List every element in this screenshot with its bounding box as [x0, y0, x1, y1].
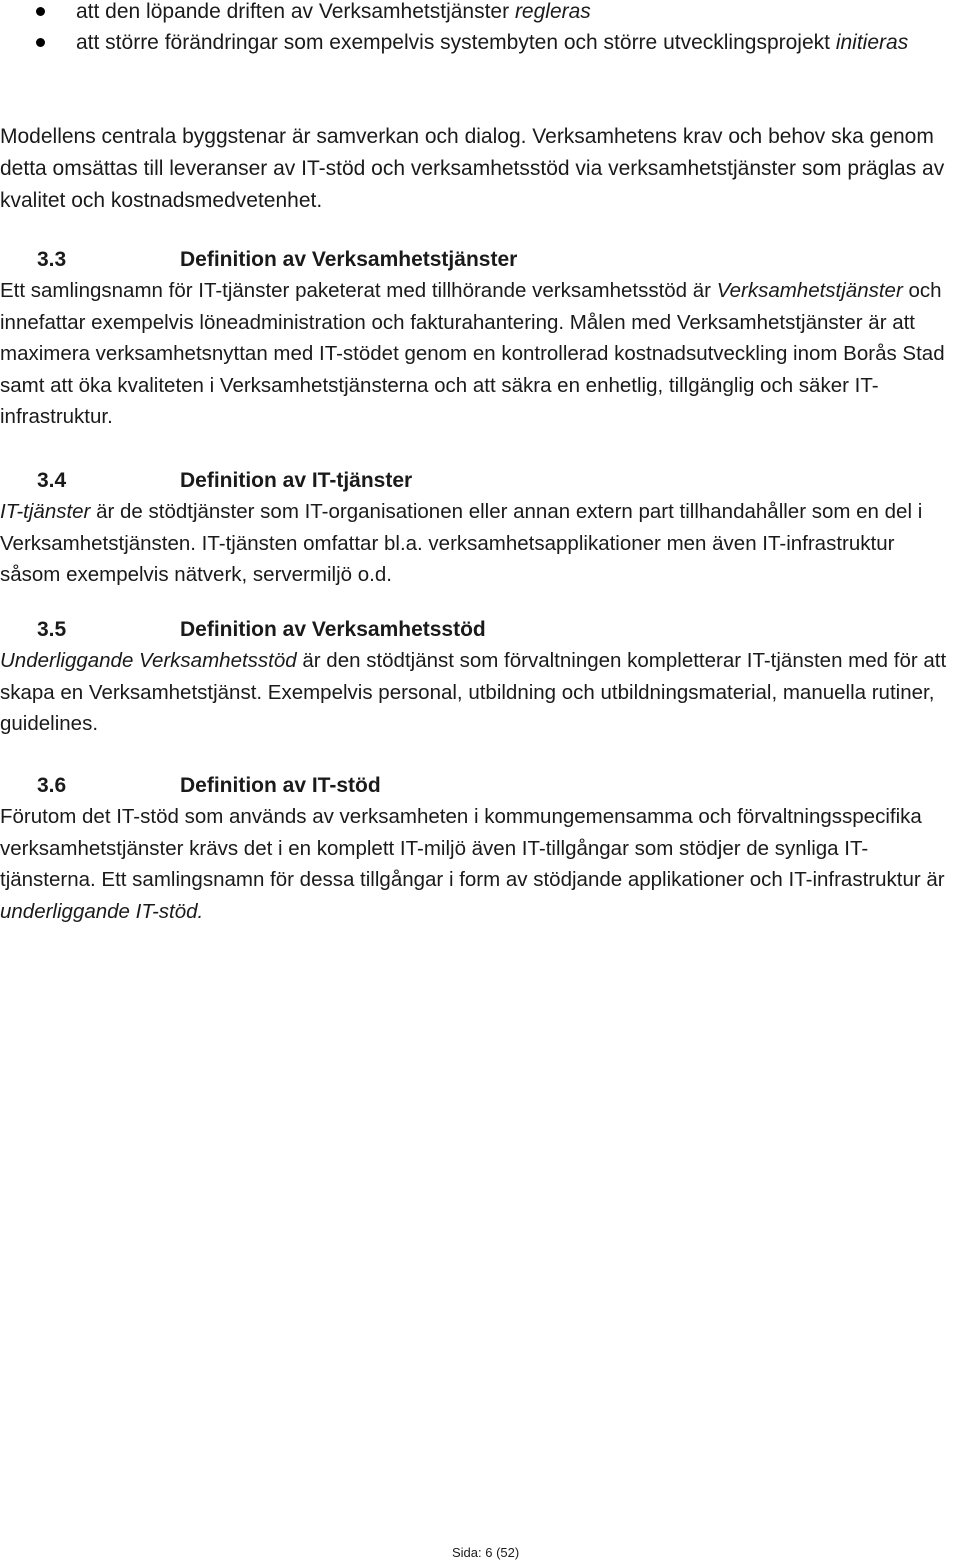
- bullet-dot-icon: [36, 7, 45, 16]
- section-heading: [0, 615, 958, 645]
- section-3-4: [0, 466, 958, 591]
- section-number: 3.4: [37, 469, 67, 492]
- bullet-emphasis: regleras: [514, 0, 591, 23]
- section-number: 3.5: [37, 618, 67, 641]
- bullet-item: [76, 0, 956, 27]
- intro-paragraph: Modellens centrala byggstenar är samverkan och dialog. Verksamhetens krav och behov ska genom detta omsättas till leveranser av IT-stöd och verksamhetsstöd via verksamhetstjänster som präglas av kvalitet och kostnadsmedvetenhet.: [0, 125, 945, 212]
- section-title: Definition av IT-stöd: [180, 774, 381, 797]
- body-text: är de stödtjänster som IT-organisationen eller annan extern part tillhandahåller som en del i Verksamhetstjänsten. IT-tjänsten omfattar bl.a. verksamhetsapplikationer men även IT-infrastruktur såsom exempelvis nätverk, servermiljö o.d.: [0, 500, 923, 586]
- bullet-emphasis: initieras: [835, 31, 909, 54]
- section-body: [0, 645, 958, 740]
- section-number: 3.3: [37, 248, 67, 271]
- section-title: Definition av Verksamhetsstöd: [180, 618, 486, 641]
- section-title: Definition av IT-tjänster: [180, 469, 413, 492]
- section-3-3: [0, 245, 958, 433]
- section-title: Definition av Verksamhetstjänster: [180, 248, 518, 271]
- section-body: [0, 496, 958, 591]
- page-footer: Sida: 6 (52): [452, 1545, 520, 1560]
- section-body: [0, 275, 958, 433]
- body-emphasis: underliggande IT-stöd.: [0, 899, 204, 923]
- section-heading: [0, 466, 958, 496]
- bullet-item: [76, 27, 956, 58]
- body-text: Ett samlingsnamn för IT-tjänster paketerat med tillhörande verksamhetsstöd är: [0, 279, 717, 302]
- section-3-6: [0, 771, 958, 927]
- body-emphasis: IT-tjänster: [0, 500, 91, 523]
- body-emphasis: Verksamhetstjänster: [716, 279, 903, 302]
- section-number: 3.6: [37, 774, 67, 797]
- section-heading: [0, 245, 958, 275]
- body-text: och innefattar exempelvis löneadministration och fakturahantering. Målen med Verksamhetstjänster är att maximera verksamhetsnyttan med IT-stödet genom en kontrollerad kostnadsutveckling inom Borås Stad samt att öka kvaliteten i Verksamhetstjänsterna och att säkra en enhetlig, tillgänglig och säker IT-infrastruktur.: [0, 279, 945, 428]
- bullet-dot-icon: [36, 38, 45, 47]
- body-emphasis: Underliggande Verksamhetsstöd: [0, 649, 297, 672]
- section-body: [0, 801, 958, 927]
- body-text: Förutom det IT-stöd som används av verksamheten i kommungemensamma och förvaltningsspecifika verksamhetstjänster krävs det i en komplett IT-miljö även IT-tillgångar som stödjer de synliga IT-tjänsterna. Ett samlingsnamn för dessa tillgångar i form av stödjande applikationer och IT-infrastruktur är: [0, 805, 945, 891]
- bullet-text: att större förändringar som exempelvis systembyten och större utvecklingsprojekt: [76, 31, 836, 54]
- bullet-text: att den löpande driften av Verksamhetstjänster: [76, 0, 515, 23]
- body-text: är den stödtjänst som förvaltningen kompletterar IT-tjänsten med för att skapa en Verksamhetstjänst. Exempelvis personal, utbildning och utbildningsmaterial, manuella rutiner, guidelines.: [0, 649, 947, 735]
- section-3-5: [0, 615, 958, 740]
- section-heading: [0, 771, 958, 801]
